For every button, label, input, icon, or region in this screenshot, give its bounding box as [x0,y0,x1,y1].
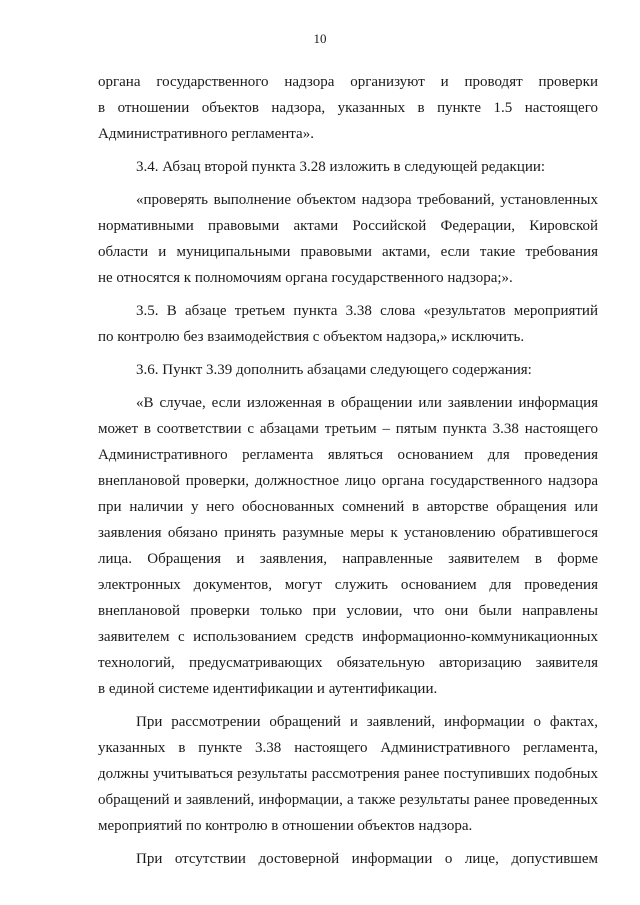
text-line: органа государственного надзора организуют и проводят проверки [98,74,598,90]
text-line: заявителем с использованием средств информационно-коммуникационных [98,629,598,645]
document-body [98,69,598,872]
text-line: не относятся к полномочиям органа государственного надзора;». [98,270,513,286]
text-line: обращений и заявлений, информации, а также результаты ранее проведенных [98,792,598,808]
text-line: указанных в пункте 3.38 настоящего Административного регламента, [98,740,598,756]
text-line: 3.4. Абзац второй пункта 3.28 изложить в следующей редакции: [136,159,546,175]
text-line: При рассмотрении обращений и заявлений, информации о фактах, [136,714,598,730]
paragraph-quote-3-39-b [98,709,598,839]
paragraph-quote-3-39-a [98,390,598,702]
text-line: должны учитываться результаты рассмотрения ранее поступивших подобных [98,766,598,782]
text-line: мероприятий по контролю в отношении объектов надзора. [98,818,473,834]
text-line: «В случае, если изложенная в обращении или заявлении информация [136,395,598,411]
paragraph-item-3-6 [98,357,598,383]
text-line: может в соответствии с абзацами третьим – пятым пункта 3.38 настоящего [98,421,598,437]
text-line: в отношении объектов надзора, указанных в пункте 1.5 настоящего [98,100,598,116]
text-line: области и муниципальными правовыми актами, если такие требования [98,244,598,260]
text-line: 3.5. В абзаце третьем пункта 3.38 слова «результатов мероприятий [136,303,598,319]
paragraph-continuation [98,69,598,147]
page-number: 10 [313,31,327,46]
text-line: «проверять выполнение объектом надзора требований, установленных [136,192,598,208]
text-line: нормативными правовыми актами Российской Федерации, Кировской [98,218,598,234]
text-line: Административного регламента являться основанием для проведения [98,447,598,463]
text-line: внеплановой проверки, должностное лицо органа государственного надзора [98,473,598,489]
paragraph-quote-3-28 [98,187,598,291]
paragraph-item-3-5 [98,298,598,350]
text-line: по контролю без взаимодействия с объектом надзора,» исключить. [98,329,525,345]
text-line: технологий, предусматривающих обязательную авторизацию заявителя [98,655,598,671]
text-line: заявления обязано принять разумные меры к установлению обратившегося [98,525,598,541]
text-line: в единой системе идентификации и аутентификации. [98,681,438,697]
paragraph-quote-3-39-c [98,846,598,872]
text-line: внеплановой проверки только при условии, что они были направлены [98,603,598,619]
text-line: При отсутствии достоверной информации о лице, допустившем [136,851,598,867]
text-line: 3.6. Пункт 3.39 дополнить абзацами следующего содержания: [136,362,532,378]
text-line: Административного регламента». [98,126,314,142]
text-line: лица. Обращения и заявления, направленные заявителем в форме [98,551,598,567]
paragraph-item-3-4 [98,154,598,180]
text-line: электронных документов, могут служить основанием для проведения [98,577,598,593]
text-line: при наличии у него обоснованных сомнений в авторстве обращения или [98,499,598,515]
